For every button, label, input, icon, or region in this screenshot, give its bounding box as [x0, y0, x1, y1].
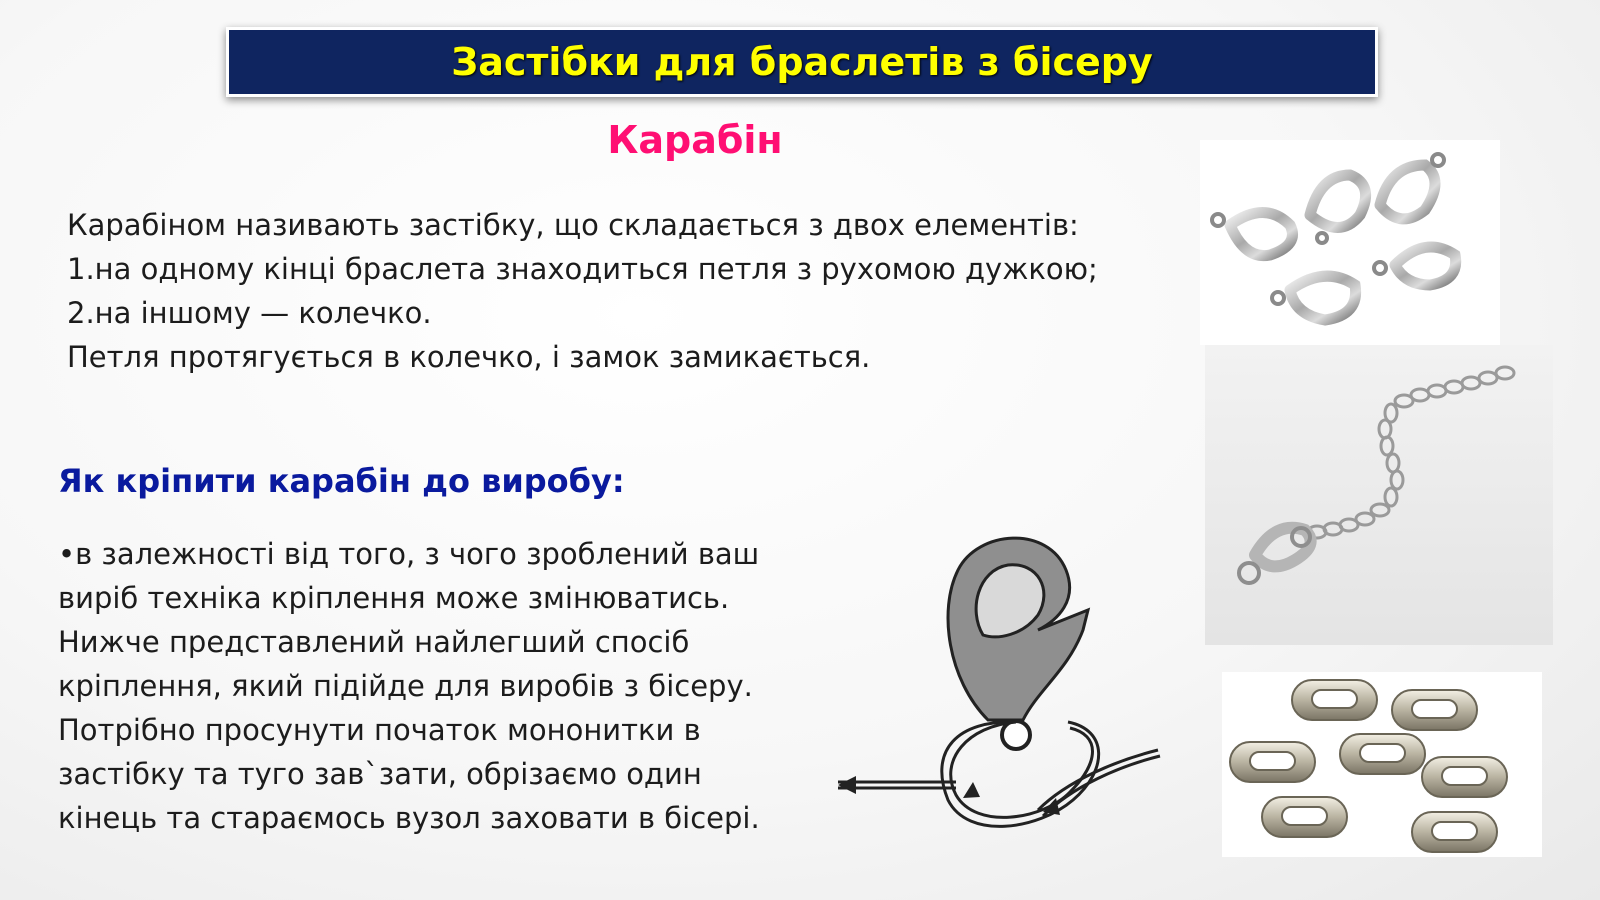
howto-line: кінець та стараємось вузол заховати в бісері. — [58, 801, 760, 835]
intro-line: Петля протягується в колечко, і замок замикається. — [67, 340, 871, 374]
howto-line: Потрібно просунути початок мононитки в — [58, 713, 701, 747]
clasp-with-extender-chain-photo — [1205, 345, 1553, 645]
oval-lobster-clasps-photo — [1222, 672, 1542, 857]
page-title: Застібки для браслетів з бісеру — [451, 40, 1153, 84]
section-subtitle: Карабін — [607, 118, 783, 162]
howto-line: •в залежності від того, з чого зроблений ваш — [58, 537, 760, 571]
intro-line: 1.на одному кінці браслета знаходиться петля з рухомою дужкою; — [67, 252, 1098, 286]
howto-line: виріб техніка кріплення може змінюватись. — [58, 581, 730, 615]
title-banner — [226, 27, 1378, 97]
howto-line: кріплення, який підійде для виробів з бісеру. — [58, 669, 753, 703]
intro-line: Карабіном називають застібку, що складається з двох елементів: — [67, 208, 1079, 242]
howto-heading: Як кріпити карабін до виробу: — [58, 462, 625, 500]
clasp-knot-diagram — [838, 530, 1188, 860]
lobster-clasps-photo — [1200, 140, 1500, 345]
howto-line: застібку та туго зав`зати, обрізаємо один — [58, 757, 702, 791]
intro-text — [67, 203, 1187, 379]
howto-text — [58, 532, 848, 840]
howto-line: Нижче представлений найлегший спосіб — [58, 625, 690, 659]
intro-line: 2.на іншому — колечко. — [67, 296, 432, 330]
